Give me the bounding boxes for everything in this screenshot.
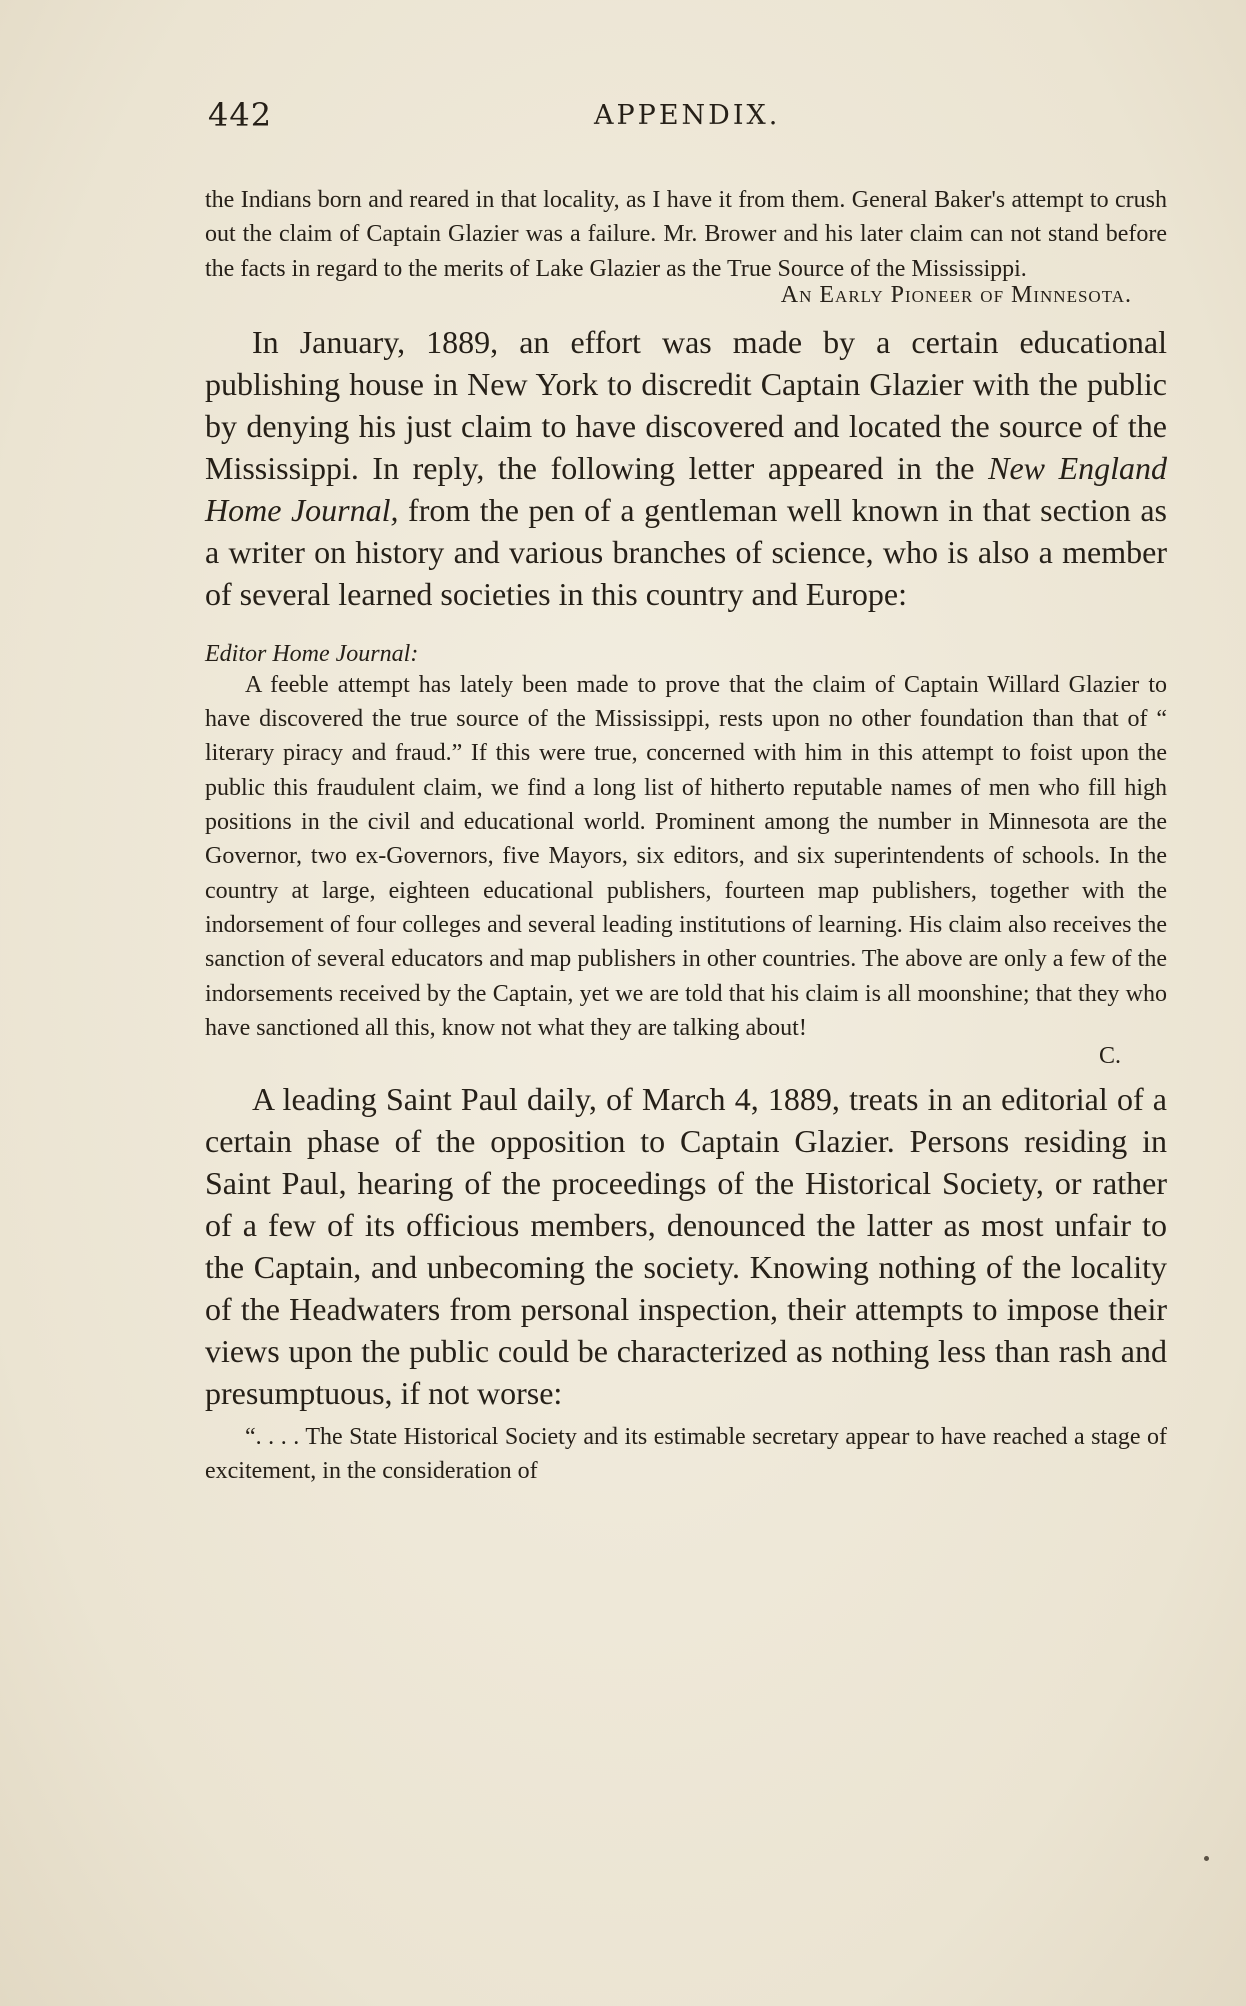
paragraph-saint-paul-daily: A leading Saint Paul daily, of March 4, 1889, treats in an editorial of a certain phase of the opposition to Captain Glazier. Persons residing in Saint Paul, hearing of the proceedings of the Historical Society, or rather of a few of its officious members, denounced the latter as most unfair to the Captain, and unbecoming the society. Knowing nothing of the locality of the Headwaters from personal inspection, their attempts to impose their views upon the public could be characterized as nothing less than rash and presumptuous, if not worse: bbox=[205, 1081, 1167, 1412]
page-header bbox=[208, 96, 1168, 146]
paper-speck bbox=[1204, 1856, 1209, 1861]
journal-title: New England Home Journal, bbox=[205, 449, 1168, 528]
letter-salutation: Editor Home Journal: bbox=[205, 640, 419, 667]
running-head: APPENDIX. bbox=[594, 100, 781, 131]
letter-signature: An Early Pioneer of Minnesota. bbox=[780, 281, 1132, 308]
letter-body: A feeble attempt has lately been made to prove that the claim of Captain Willard Glazier to have discovered the true source of the Mississippi, rests upon no other foundation than that of “ literary piracy and fraud.” If this were true, concerned with him in this attempt to foist upon the public this fraudulent claim, we find a long list of hitherto reputable names of men who fill high positions in the civil and educational world. Prominent among the number in Minnesota are the Governor, two ex-Governors, five Mayors, six editors, and six superintendents of schools. In the country at large, eighteen educational publishers, fourteen map publishers, together with the indorsement of four colleges and several leading institutions of learning. His claim also receives the sanction of several educators and map publishers in other countries. The above are only a few of the indorsements received by the Captain, yet we are told that his claim is all moonshine; that they who have sanctioned all this, know not what they are talking about! bbox=[205, 671, 1167, 1041]
paragraph-january-1889: In January, 1889, an effort was made by a certain educational publishing house in New York to discredit Captain Glazier with the public by denying his just claim to have discovered and located the source of the Mississippi. In reply, the following letter appeared in the New England Home Journal, from the pen of a gentleman well known in that section as a writer on history and various branches of science, who is also a member of several learned societies in this country and Europe: bbox=[205, 323, 1168, 612]
letter-initial: C. bbox=[1098, 1043, 1121, 1070]
letter-excerpt: the Indians born and reared in that locality, as I have it from them. General Baker's attempt to crush out the claim of Captain Glazier was a failure. Mr. Brower and his later claim can not stand before the facts in regard to the merits of Lake Glazier as the True Source of the Mississippi. bbox=[205, 187, 1167, 282]
newspaper-quote: “. . . . The State Historical Society and its estimable secretary appear to have reached a stage of excitement, in the consideration of bbox=[205, 1424, 1167, 1485]
page-body bbox=[205, 183, 1167, 1489]
page-number: 442 bbox=[208, 96, 273, 134]
